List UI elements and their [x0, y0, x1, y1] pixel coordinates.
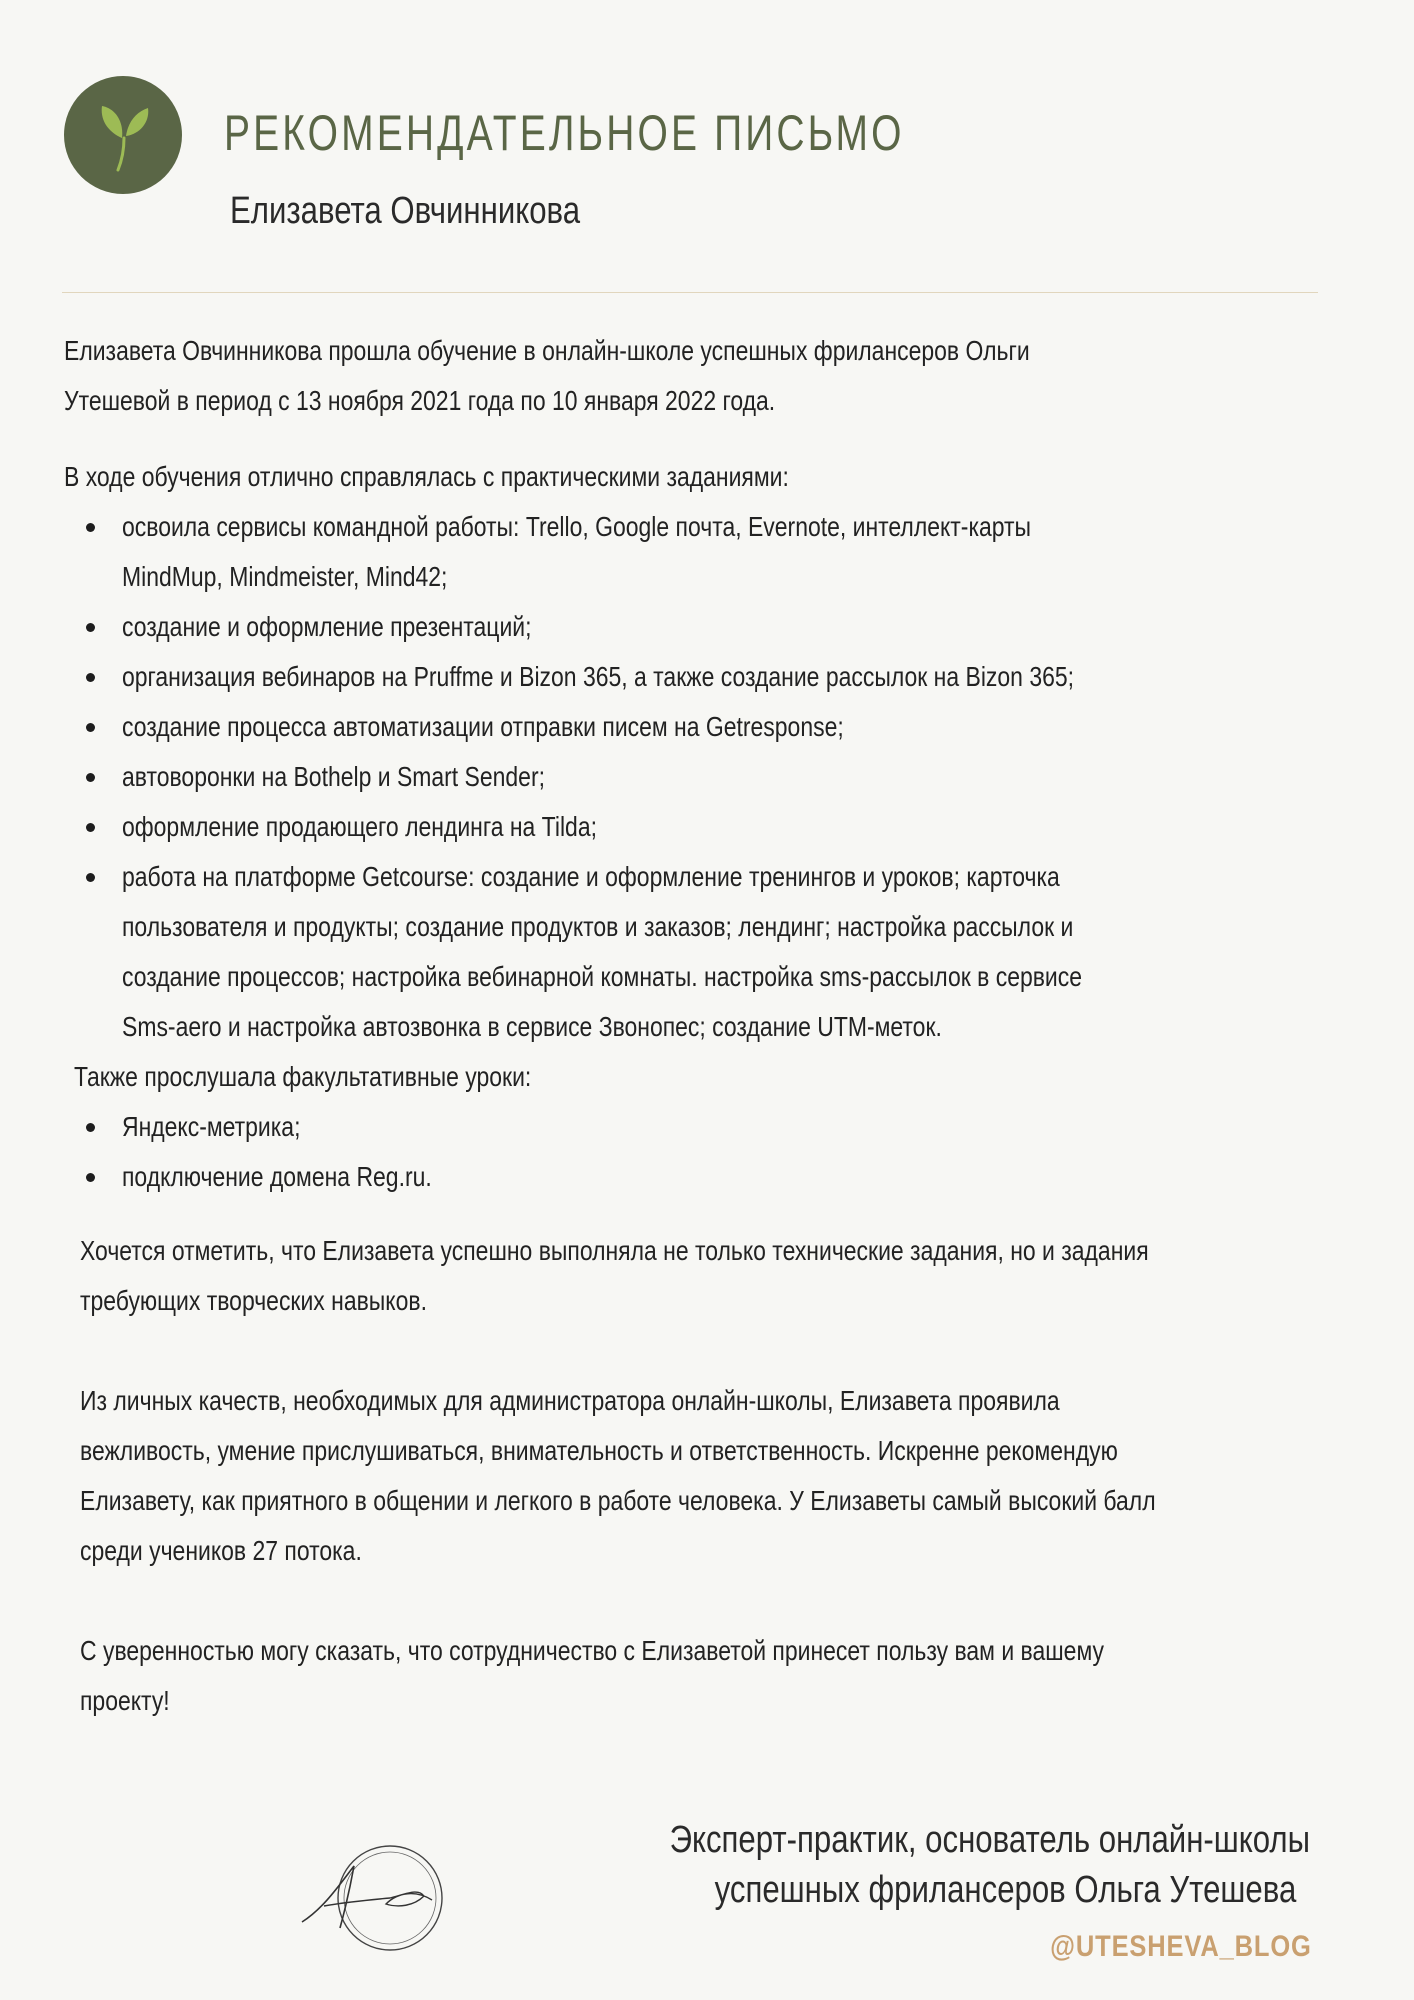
list-item: автоворонки на Bothelp и Smart Sender; [64, 752, 1354, 802]
divider [62, 292, 1318, 293]
list-item: освоила сервисы командной работы: Trello, Google почта, Evernote, интеллект-карты MindMup, Mindmeister, Mind42; [64, 502, 1354, 602]
list-item: работа на платформе Getcourse: создание и оформление тренингов и уроков; карточка пользователя и продукты; создание продуктов и заказов; лендинг; настройка рассылок и создание процессов; настройка вебинарной комнаты. настройка sms-рассылок в сервисе Sms-aero и настройка автозвонка в сервисе Звонопес; создание UTM-меток. [64, 852, 1354, 1052]
tasks-list [64, 502, 1354, 1052]
closing-paragraph: С уверенностью могу сказать, что сотрудничество с Елизаветой принесет пользу вам и вашему проекту! [80, 1635, 1104, 1716]
list-item: подключение домена Reg.ru. [64, 1152, 1354, 1202]
signer-title: Эксперт-практик, основатель онлайн-школы успешных фрилансеров Ольга Утешева [669, 1819, 1310, 1911]
page-title: РЕКОМЕНДАТЕЛЬНОЕ ПИСЬМО [224, 105, 905, 161]
list-item: организация вебинаров на Pruffme и Bizon 365, а также создание рассылок на Bizon 365; [64, 652, 1354, 702]
note-paragraph: Хочется отметить, что Елизавета успешно выполняла не только технические задания, но и задания требующих творческих навыков. [80, 1235, 1149, 1316]
intro-paragraph: Елизавета Овчинникова прошла обучение в онлайн-школе успешных фрилансеров Ольги Утешевой в период с 13 ноября 2021 года по 10 января 2022 года. [64, 335, 1030, 416]
recipient-name: Елизавета Овчинникова [230, 190, 581, 232]
list-item: оформление продающего лендинга на Tilda; [64, 802, 1354, 852]
list-item: Яндекс-метрика; [64, 1102, 1354, 1152]
tasks-heading: В ходе обучения отлично справлялась с практическими заданиями: [64, 461, 789, 492]
letter-body [64, 326, 1354, 1726]
extra-list [64, 1102, 1354, 1202]
list-item: создание и оформление презентаций; [64, 602, 1354, 652]
list-item: создание процесса автоматизации отправки писем на Getresponse; [64, 702, 1354, 752]
extra-heading: Также прослушала факультативные уроки: [74, 1061, 532, 1092]
leaf-icon [64, 76, 182, 194]
social-handle: @UTESHEVA_BLOG [1050, 1930, 1312, 1963]
signature-icon [294, 1836, 446, 1960]
logo [64, 76, 182, 194]
qualities-paragraph: Из личных качеств, необходимых для администратора онлайн-школы, Елизавета проявила вежливость, умение прислушиваться, внимательность и ответственность. Искренне рекомендую Елизавету, как приятного в общении и легкого в работе человека. У Елизаветы самый высокий балл среди учеников 27 потока. [80, 1385, 1156, 1566]
